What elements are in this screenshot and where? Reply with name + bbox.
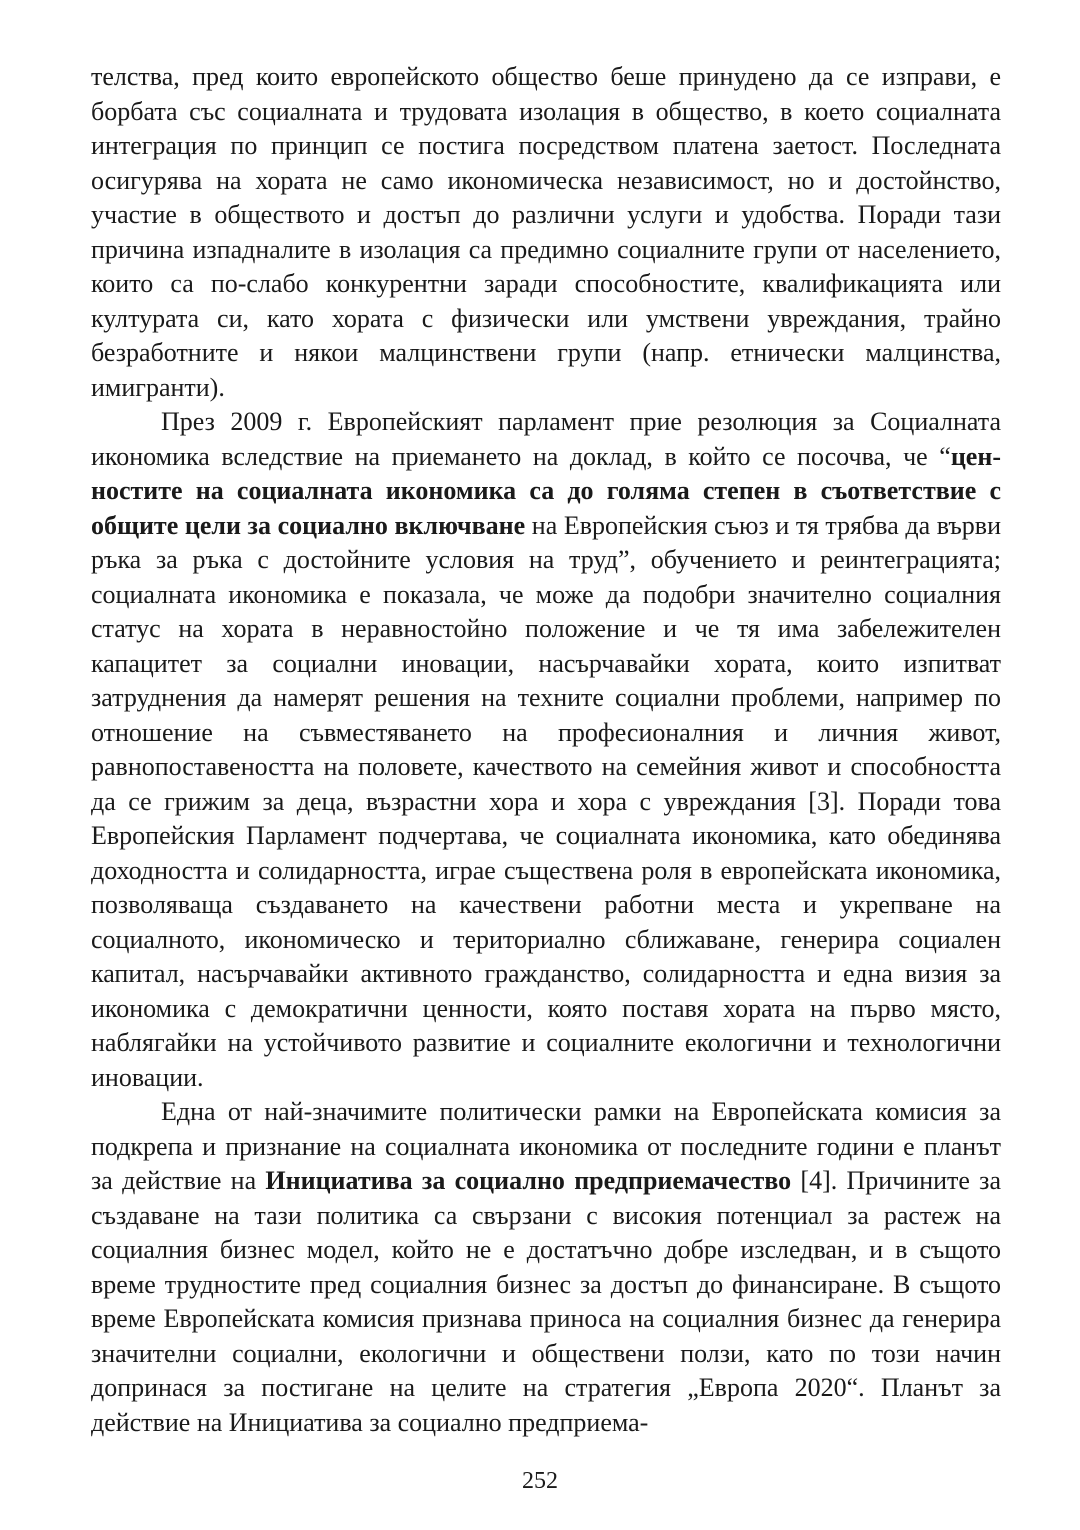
paragraph-3-text-end: [4]. Причините за създаване на тази политика са свързани с високия потенциал за растеж на социалния бизнес модел, който не е достатъчно добре изследван, и в същото време трудностите пред социалния бизнес за достъп до финансиране. В същото време Европейската комисия признава приноса на социалния бизнес да генерира значителни социални, екологични и обществени ползи, като по този начин допринася за постигане на целите на стратегия „Европа 2020“. Планът за действие на Инициатива за социално предприема- — [91, 1166, 1001, 1437]
paragraph-1 — [91, 60, 1001, 405]
page-body — [91, 60, 1001, 1440]
paragraph-2-text-start: През 2009 г. Европейският парламент прие резолюция за Социалната икономика вследствие на приемането на доклад, в който се посочва, че “ — [91, 407, 1001, 471]
paragraph-2 — [91, 405, 1001, 1095]
paragraph-3-text-start: Една от най-значимите политически рамки на Европейската комисия за подкрепа и признание на социалната икономика от последните години е планът за действие на — [91, 1097, 1001, 1195]
paragraph-1-text: телства, пред които европейското общество беше принудено да се изправи, е борбата със социалната и трудовата изолация в общество, в което социалната интеграция по принцип се постига посредством платена заетост. Последната осигурява на хората не само икономическа независимост, но и достойнство, участие в обществото и достъп до различни услуги и удобства. Поради тази причина изпадналите в изолация са предимно социалните групи от населението, които са по-слабо конкурентни заради способностите, квалификацията или културата си, като хората с физически или умствени увреждания, трайно безработните и някои малцинствени групи (напр. етнически малцинства, имигранти). — [91, 62, 1001, 402]
paragraph-3 — [91, 1095, 1001, 1440]
paragraph-2-text-end: на Европейския съюз и тя трябва да върви ръка за ръка с достойните условия на труд”, обучението и реинтеграцията; социалната икономика е показала, че може да подобри значително социалния статус на хората в неравностойно положение и че тя има забележителен капацитет за социални иновации, насърчавайки хората, които изпитват затруднения да намерят решения на техните социални проблеми, например по отношение на съвместяването на професионалния и личния живот, равнопоставеността на половете, качеството на семейния живот и способността да се грижим за деца, възрастни хора и хора с увреждания [3]. Поради това Европейския Парламент подчертава, че социалната икономика, като обединява доходността и солидарността, играе съществена роля в европейската икономика, позволяваща създаването на качествени работни места и укрепване на социалното, икономическо и териториално сближаване, генерира социален капитал, насърчавайки активното гражданство, солидарността и една визия за икономика с демократични ценности, която поставя хората на първо място, наблягайки на устойчивото развитие и социалните екологични и технологични иновации. — [91, 510, 1001, 1092]
paragraph-3-bold-initiative: Инициатива за социално предприемачество — [265, 1166, 792, 1195]
paragraph-2-bold-quote: ценностите на социалната икономика са до голяма степен в съответствие с общите цели за социално включване — [91, 441, 1001, 540]
page-number: 252 — [522, 1468, 558, 1494]
